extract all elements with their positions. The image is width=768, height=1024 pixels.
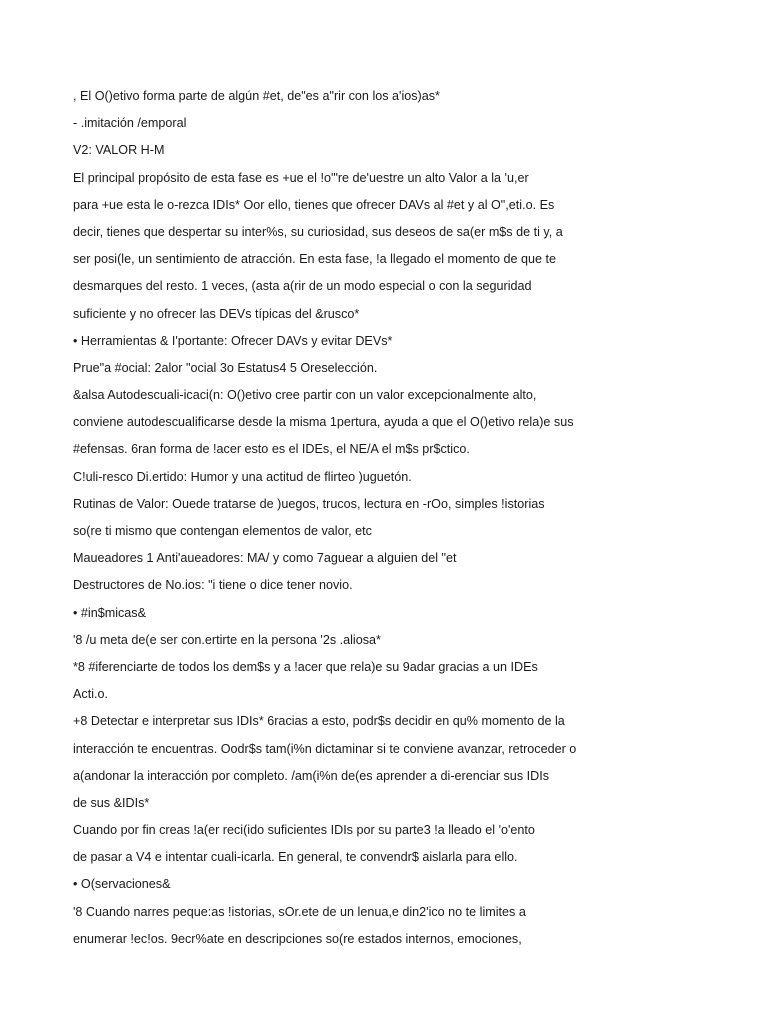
bullet-heading: • O(servaciones& bbox=[73, 877, 171, 892]
text-line: so(re ti mismo que contengan elementos de valor, etc bbox=[73, 524, 372, 538]
text-line: '8 /u meta de(e ser con.ertirte en la persona '2s .aliosa* bbox=[73, 632, 381, 647]
text-line: '8 Cuando narres peque:as !istorias, sOr.ete de un lenua,e din2'ico no te limites a bbox=[73, 904, 526, 919]
text-line: El principal propósito de esta fase es +ue el !o'"re de'uestre un alto Valor a la 'u,er bbox=[73, 170, 529, 185]
text-line: Maueadores 1 Anti'aueadores: MA/ y como 7aguear a alguien del "et bbox=[73, 551, 457, 566]
text-line: a(andonar la interacción por completo. /am(i%n de(es aprender a di-erenciar sus IDIs bbox=[73, 768, 549, 783]
text-line: Acti.o. bbox=[73, 687, 108, 702]
text-line: conviene autodescualificarse desde la misma 1pertura, ayuda a que el O()etivo rela)e sus bbox=[73, 415, 574, 430]
text-line: decir, tienes que despertar su inter%s, su curiosidad, sus deseos de sa(er m$s de ti y, a bbox=[73, 224, 563, 239]
section-heading: V2: VALOR H-M bbox=[73, 143, 165, 158]
text-line: &alsa Autodescuali-icaci(n: O()etivo cree partir con un valor excepcionalmente alto, bbox=[73, 388, 537, 403]
document-text bbox=[73, 83, 733, 953]
bullet-heading: • Herramientas & I'portante: Ofrecer DAVs y evitar DEVs* bbox=[73, 333, 393, 348]
bullet-heading: • #in$micas& bbox=[73, 605, 147, 620]
text-line: enumerar !ec!os. 9ecr%ate en descripciones so(re estados internos, emociones, bbox=[73, 931, 522, 946]
text-line: Rutinas de Valor: Ouede tratarse de )uegos, trucos, lectura en -rOo, simples !istorias bbox=[73, 496, 545, 511]
text-line: *8 #iferenciarte de todos los dem$s y a !acer que rela)e su 9adar gracias a un IDEs bbox=[73, 659, 538, 674]
text-line: interacción te encuentras. Oodr$s tam(i%n dictaminar si te conviene avanzar, retroceder o bbox=[73, 741, 577, 756]
text-line: Destructores de No.ios: "i tiene o dice tener novio. bbox=[73, 578, 353, 593]
text-line: C!uli-resco Di.ertido: Humor y una actitud de flirteo )uguetón. bbox=[73, 469, 412, 484]
text-line: de pasar a V4 e intentar cuali-icarla. En general, te convendr$ aislarla para ello. bbox=[73, 850, 518, 865]
text-line: +8 Detectar e interpretar sus IDIs* 6racias a esto, podr$s decidir en qu% momento de la bbox=[73, 714, 565, 729]
text-line: de sus &IDIs* bbox=[73, 795, 150, 810]
text-line: Prue"a #ocial: 2alor "ocial 3o Estatus4 5 Oreselección. bbox=[73, 360, 378, 375]
text-line: suficiente y no ofrecer las DEVs típicas del &rusco* bbox=[73, 306, 360, 321]
text-line: Cuando por fin creas !a(er reci(ido suficientes IDIs por su parte3 !a lleado el 'o'ento bbox=[73, 823, 535, 838]
text-line: para +ue esta le o-rezca IDIs* Oor ello, tienes que ofrecer DAVs al #et y al O",eti.o. Es bbox=[73, 197, 555, 212]
text-line: , El O()etivo forma parte de algún #et, de"es a"rir con los a'ios)as* bbox=[73, 89, 440, 103]
text-line: #efensas. 6ran forma de !acer esto es el IDEs, el NE/A el m$s pr$ctico. bbox=[73, 442, 470, 457]
text-line: - .imitación /emporal bbox=[73, 116, 187, 131]
text-line: ser posi(le, un sentimiento de atracción. En esta fase, !a llegado el momento de que te bbox=[73, 252, 557, 267]
text-line: desmarques del resto. 1 veces, (asta a(rir de un modo especial o con la seguridad bbox=[73, 279, 532, 294]
